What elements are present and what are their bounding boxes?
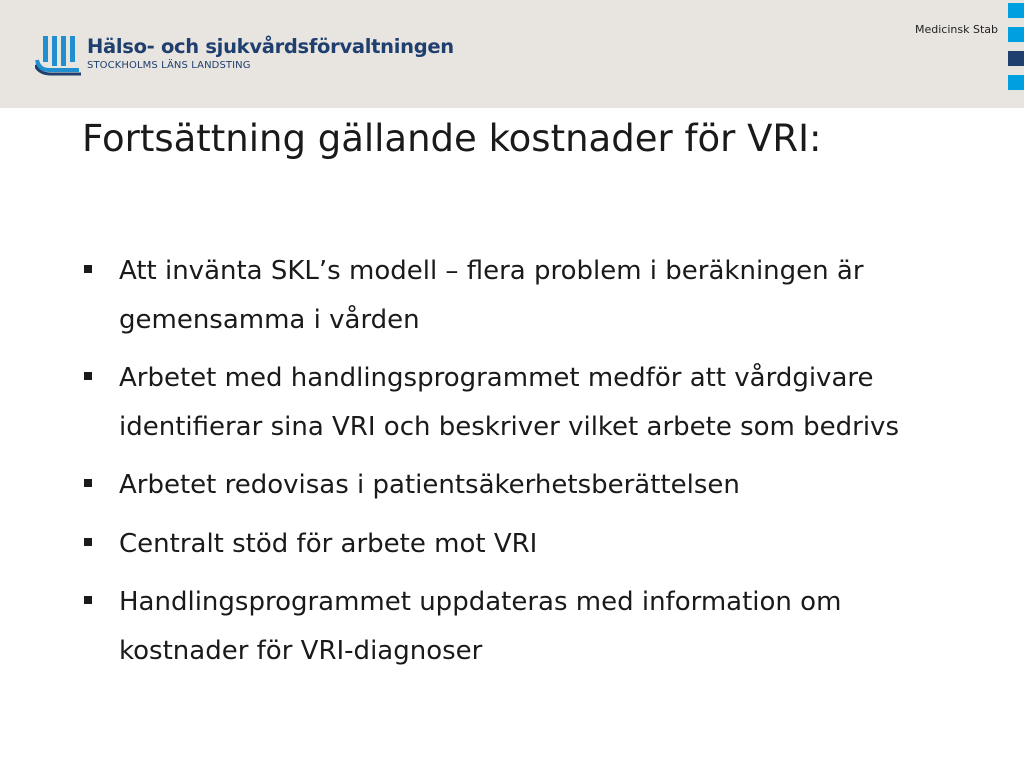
decorative-square — [1008, 3, 1024, 18]
bullet-item — [80, 247, 960, 344]
bullet-square-icon — [84, 538, 92, 546]
bullet-square-icon — [84, 265, 92, 273]
decorative-square — [1008, 27, 1024, 42]
header-band — [0, 0, 1024, 108]
bullet-text: Arbetet redovisas i patientsäkerhetsberättelsen — [119, 470, 740, 500]
bullet-item — [80, 461, 960, 510]
unit-label: Medicinsk Stab — [915, 23, 998, 36]
bullet-text: Handlingsprogrammet uppdateras med information om kostnader för VRI-diagnoser — [119, 587, 842, 666]
organization-logo — [35, 34, 454, 78]
bullet-item — [80, 520, 960, 569]
bullet-square-icon — [84, 596, 92, 604]
decorative-square — [1008, 51, 1024, 66]
bullet-item — [80, 578, 960, 675]
bullet-item — [80, 354, 960, 451]
bullet-list — [80, 247, 960, 685]
decorative-square — [1008, 75, 1024, 90]
organization-name: Hälso- och sjukvårdsförvaltningen — [87, 35, 454, 58]
organization-subtitle: STOCKHOLMS LÄNS LANDSTING — [87, 60, 251, 71]
slide-title: Fortsättning gällande kostnader för VRI: — [82, 117, 822, 160]
bullet-square-icon — [84, 479, 92, 487]
bullet-square-icon — [84, 372, 92, 380]
sll-logo-icon — [35, 34, 81, 76]
decorative-squares — [1008, 3, 1024, 99]
bullet-text: Arbetet med handlingsprogrammet medför att vårdgivare identifierar sina VRI och beskriver vilket arbete som bedrivs — [119, 363, 899, 442]
bullet-text: Att invänta SKL’s modell – flera problem i beräkningen är gemensamma i vården — [119, 256, 864, 335]
bullet-text: Centralt stöd för arbete mot VRI — [119, 528, 538, 559]
